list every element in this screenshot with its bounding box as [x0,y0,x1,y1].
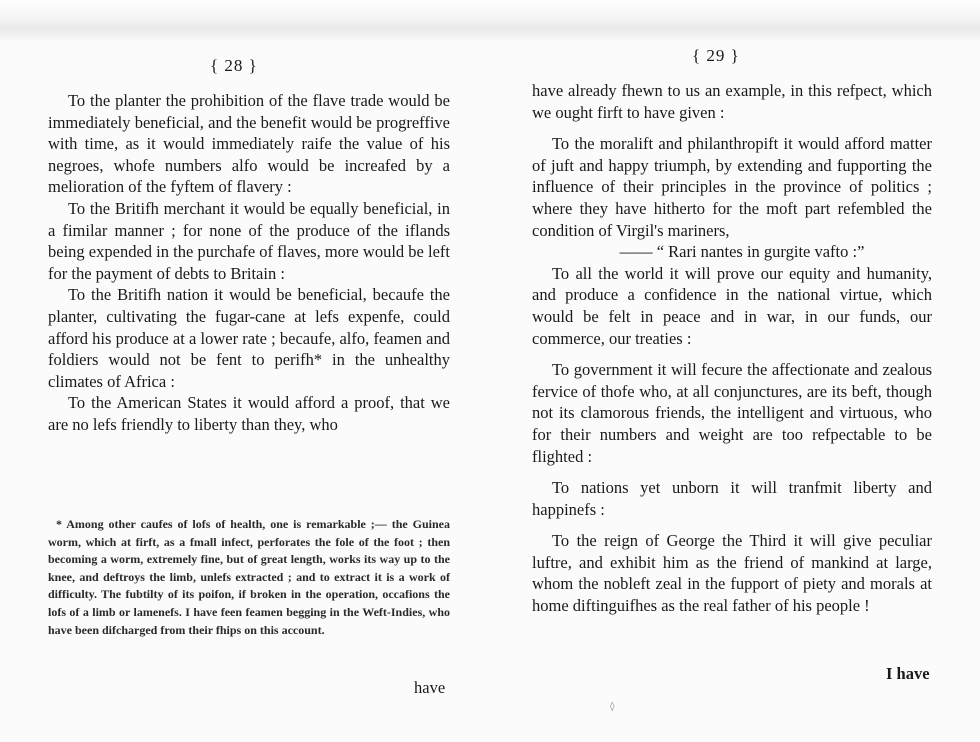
paragraph: To the Britifh nation it would be beneficial, becaufe the planter, cultivating the fugar-cane at lefs expenfe, could afford his produce at a lower rate ; becaufe, alfo, feamen and foldiers would not be fent to perifh* in the unhealthy climates of Africa : [48,285,450,391]
paragraph: To all the world it will prove our equity and humanity, and produce a confidence in the national virtue, which would be felt in peace and in war, in our funds, our commerce, our treaties : [532,263,932,348]
paragraph: To the American States it would afford a proof, that we are no lefs friendly to liberty than they, who [48,393,450,434]
footnote-text: * Among other caufes of lofs of health, one is remarkable ;— the Guinea worm, which at firft, as a fmall infect, perforates the fole of the foot ; then becoming a worm, extremely fine, but of great length, works its way up to the knee, and deftroys the limb, unlefs extracted ; and to extract it is a work of difficulty. The fubtilty of its poifon, if broken in the operation, occafions the lofs of a limb or lamenefs. I have feen feamen begging in the Weft-Indies, who have been difcharged from their fhips on this account. [48,517,450,637]
paragraph: To government it will fecure the affectionate and zealous fervice of thofe who, at all conjunctures, are its beft, though not its clamorous friends, the intelligent and virtuous, who for their numbers and weight are too refpectable to be flighted : [532,360,932,466]
body-text [532,80,932,617]
paragraph: have already fhewn to us an example, in this refpect, which we ought firft to have given : [532,81,932,122]
paragraph: To nations yet unborn it will tranfmit liberty and happinefs : [532,478,932,519]
footnote [48,516,450,639]
catchword: I have [886,664,930,683]
page-number: { 29 } [692,46,740,65]
body-text [48,90,450,436]
paragraph: To the reign of George the Third it will give peculiar luftre, and exhibit him as the friend of mankind at large, whom the nobleft zeal in the fupport of piety and morals at home diftinguifhes as the real father of his people ! [532,531,932,616]
latin-quote: —— “ Rari nantes in gurgite vafto :” [619,242,865,262]
page-number: { 28 } [210,56,258,75]
paragraph: To the Britifh merchant it would be equally beneficial, in a fimilar manner ; for none of the produce of the iflands being expended in the purchafe of flaves, more would be left for the payment of debts to Britain : [48,198,450,283]
catchword: have [414,678,446,697]
paragraph: To the planter the prohibition of the flave trade would be immediately beneficial, and the benefit would be progreffive with time, as it would immediately raife the value of his negroes, whofe numbers alfo would be increafed by a melioration of the fyftem of flavery : [48,91,450,197]
scan-top-margin [0,0,980,40]
scan-speck: ◊ [610,702,615,712]
paragraph: To the moralift and philanthropift it would afford matter of juft and happy triumph, by extending and fupporting the influence of their principles in the province of politics ; where they have hitherto for the moft part refembled the condition of Virgil's mariners, [532,134,932,240]
